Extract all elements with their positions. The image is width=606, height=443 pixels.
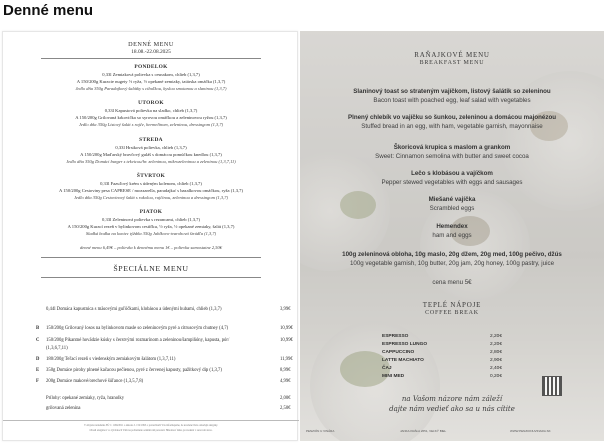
day-name-friday: PIATOK: [139, 209, 163, 215]
drinks-title: TEPLÉ NÁPOJE: [422, 301, 482, 309]
day-name-monday: PONDELOK: [134, 64, 168, 70]
item-letter: C: [36, 338, 40, 343]
drink-name: MINI MED: [382, 374, 405, 379]
item-price: 2,00€: [280, 396, 291, 401]
breakfast-item-sk: Slaninový toast so strateným vajíčkom, listový šalátik so zeleninou: [353, 88, 551, 95]
drink-name: LATTE MACHIATO: [382, 358, 424, 363]
day-name-tuesday: UTOROK: [138, 100, 164, 106]
item-price: 11,99€: [280, 357, 293, 362]
menu-line: 0,33l Kapustová polievka na sladko, chlieb (1,3,7): [104, 108, 198, 113]
breakfast-item-sk: 100g zeleninová obloha, 10g maslo, 20g džem, 20g med, 100g pečivo, džús: [342, 251, 562, 258]
item-letter: B: [36, 326, 40, 331]
item-price: 8,99€: [280, 368, 291, 373]
item-text: (1,3,6,7,11): [46, 346, 68, 351]
breakfast-item-sk: Lečo s klobásou a vajíčkom: [411, 170, 493, 177]
item-text: 0,44l Domáca kapustnica s mäsovými guľôčkami, klobásou a údenými hubami, chlieb (1,3,7): [46, 307, 222, 312]
item-price: 10,99€: [280, 326, 293, 331]
drink-price: 2,40€: [490, 366, 503, 371]
menu-line: A 150/200g Cestoviny pesa CAPRESE / mozzarella, paradajka/ s bazalkovou omáčkou, ryža (1,3,7): [59, 188, 243, 193]
breakfast-item-en: Scrambled eggs: [429, 205, 475, 212]
footer-pension-name: PENZIÓN U VINÁRA: [306, 429, 335, 433]
daily-menu-panel: [2, 31, 298, 441]
breakfast-item-sk: Škoricová krupica s maslom a grankom: [393, 144, 511, 151]
drink-name: CAPPUCCINO: [382, 350, 415, 355]
menu-line: 0,33l Fazuľový krém s údeným kolenom, chlieb (1,3,7): [100, 181, 202, 186]
divider: [41, 277, 261, 278]
divider: [41, 257, 261, 258]
breakfast-item-en: Sweet: Cinnamon semolina with butter and sweet cocoa: [375, 153, 529, 160]
item-text: 180/200g Teľací rezeň s viedenským zemiakovým šalátom (1,3,7,11): [46, 357, 176, 362]
footer-address: JANKA KRÁĽA 2651, VEĽKÝ BIEL: [400, 429, 447, 433]
breakfast-item-sk: Plnený chlebík vo vajíčku so šunkou, zeleninou a domácou majonézou: [347, 114, 556, 121]
footer-divider: [3, 420, 299, 421]
item-price: 2,50€: [280, 406, 291, 411]
menu-line: 0,33l Hrstková polievka, chlieb (1,3,7): [115, 145, 187, 150]
qr-code[interactable]: [542, 376, 562, 396]
menu-line: A 150/200g Grilovaná krkovička so syrovou omáčkou a zeleninovou ryžou (1,3,7): [75, 115, 227, 120]
item-price: 4,99€: [280, 379, 291, 384]
drink-price: 0,20€: [490, 374, 503, 379]
item-text: 150/200g Grilovaný losos na bylinkovom masle so zeleninovým pyré a citrusovým chutney (4,7): [46, 326, 229, 331]
menu-line: A 150/200g Maďarský bravčový guláš s domácou pomúčkou knedlou (1,3,7): [80, 152, 222, 157]
menu-line: A 150/200g Kuracie nugety ½ ryža, ½ opekané zemiaky, tatárska omáčka (1,3,7): [76, 79, 226, 84]
drink-name: ESPRESSO: [382, 334, 409, 339]
breakfast-item-en: Bacon toast with poached egg, leaf salad with vegetables: [373, 97, 531, 104]
breakfast-price: cena menu 5€: [432, 279, 472, 286]
item-price: 3,99€: [280, 307, 291, 312]
dish-of-day: Jedlo dňa 350g Domáci burger s tekvicou/hr. zeleninou, mikrozeleninou a zeleninou (1,3,7,11): [66, 159, 236, 164]
drink-price: 2,90€: [490, 358, 503, 363]
item-letter: D: [36, 357, 40, 362]
dish-of-day: Jedlo dňa 350g Listový šalát s rajče, hermelínom, zeleninou, dressingom (1,3,7): [78, 122, 224, 127]
divider: [41, 58, 261, 59]
feedback-note: dajte nám vedieť ako sa u nás cítite: [389, 405, 515, 413]
drink-price: 2,80€: [490, 350, 503, 355]
drink-name: ESPRESSO LUNGO: [382, 342, 428, 347]
dish-of-day: Jedlo dňa 350g Paradajkový šalátky s cibuľkou, kyslou smotanou a slaninou (1,3,7): [75, 86, 227, 91]
item-text: 350g Domáce pirohy plnené kačacou pečienou, pyré z červenej kapusty, pažítkový dip (1,3,7): [46, 368, 222, 373]
footer-website[interactable]: WWW.PENZIONUVINARA.SK: [510, 429, 551, 433]
breakfast-item-en: Pepper stewed vegetables with eggs and sausages: [381, 179, 523, 186]
menu-line: 0,33l Zemiaková polievka s cesnakom, chlieb (1,3,7): [102, 72, 200, 77]
item-text: grilovaná zelenina: [46, 406, 81, 411]
price-note: denné menu 6,49€ – polievka k dennému menu 1€ – polievka samostatne 2,50€: [80, 245, 222, 250]
drinks-subtitle: COFFEE BREAK: [425, 310, 479, 316]
item-text: 150/200g Pikantné hovädzie kúsky s čerstvými rozmarínom a zeleninou/šampiňóny, kapusta, pór/: [46, 338, 230, 343]
daily-menu-title: DENNÉ MENU: [128, 41, 174, 48]
item-letter: E: [36, 368, 40, 373]
feedback-note: na Vašom názore nám záleží: [401, 395, 503, 403]
daily-menu-date: 18.08.-22.08.2025: [131, 49, 171, 55]
breakfast-subtitle: BREAKFAST MENU: [419, 60, 485, 66]
special-menu-title: ŠPECIÁLNE MENU: [113, 264, 189, 273]
item-price: 10,99€: [280, 338, 293, 343]
breakfast-item-sk: Hemendex: [436, 223, 468, 230]
day-name-thursday: ŠTVRTOK: [136, 173, 166, 179]
item-text: Prílohy: opekané zemiaky, ryža, hranolky: [46, 396, 125, 401]
dish-of-day: Jedlo dňa 350g Cestovinový šalát s rukolou, rajčinou, zeleninou a dressingom (1,3,7): [74, 195, 228, 200]
page-title: Denné menu: [3, 2, 94, 19]
item-text: 200g Domáce makové/orechové šúľance (1,3,5,7,8): [46, 379, 144, 384]
drink-name: ČAJ: [382, 366, 392, 371]
breakfast-menu-panel: [300, 31, 604, 441]
breakfast-item-en: ham and eggs: [432, 232, 472, 239]
item-letter: F: [36, 379, 39, 384]
allergen-note: Obsah alergénov vo výrobkoch Vám na požiadanie oznámi náš personál. Hmotnosť mäsa je uvedená v surovom stave.: [89, 429, 213, 432]
breakfast-item-sk: Miešané vajíčka: [428, 196, 476, 203]
dish-of-day: Sladká bodka na koniec týždňa 350g Jablkovo-tvarohová štrúdľa (1,3,7): [85, 231, 217, 236]
drink-price: 2,20€: [490, 342, 503, 347]
menu-line: 0,33l Zeleninová polievka s rezancami, chlieb (1,3,7): [102, 217, 200, 222]
breakfast-title: RAŇAJKOVÉ MENU: [414, 51, 490, 59]
day-name-wednesday: STREDA: [139, 137, 163, 143]
menu-line: A 150/200g Kurací rezeň v bylinkovom cestíčku, ½ ryža, ½ opekané zemiaky, šalát (1,3,7): [67, 224, 235, 229]
breakfast-item-en: 100g vegetable garnish, 10g butter, 20g jam, 20g honey, 100g pastry, juice: [349, 260, 555, 267]
allergen-note: V zmysle nariadenia EÚ č. 1169/2011 a zákona č. 152/1995 o potravinách Vás informujeme, že uvedené čísla označujú alergény.: [84, 424, 218, 427]
drink-price: 2,20€: [490, 334, 503, 339]
breakfast-item-en: Stuffed bread in an egg, with ham, vegetable garnish, mayonnaise: [361, 123, 543, 130]
